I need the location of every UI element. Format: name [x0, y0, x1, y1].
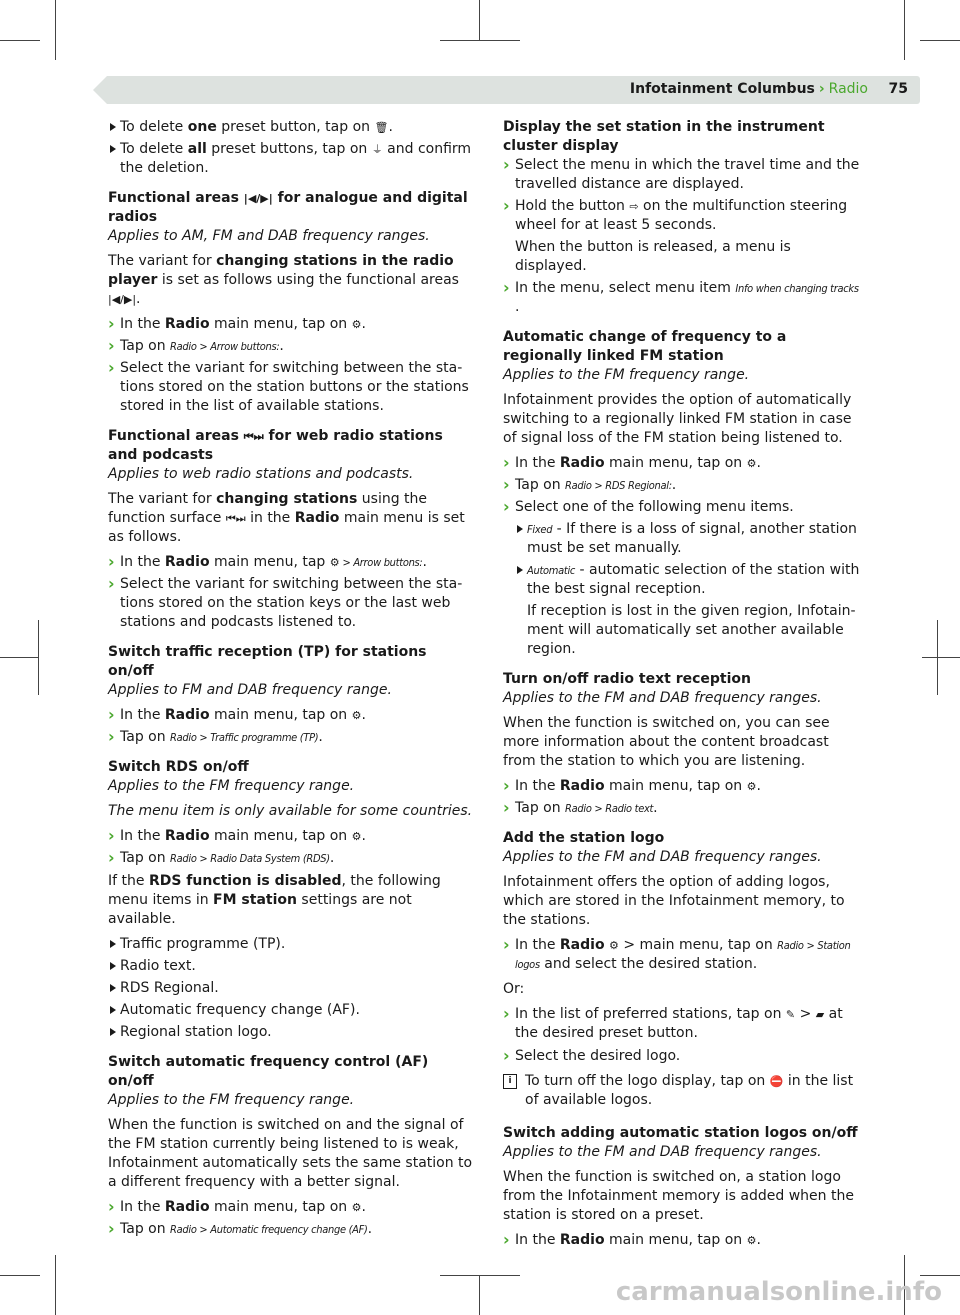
paragraph: The variant for changing stations using the function surface ⏮⏭ in the Radio main menu is set as follows. — [108, 491, 465, 545]
step: › Select the variant for switching between the stations stored on the station buttons or the stations stored in the list of available stations. — [108, 359, 474, 416]
crop-mark — [55, 0, 56, 60]
applies-to: Applies to the FM and DAB frequency ranges. — [503, 849, 822, 865]
crop-mark — [920, 1275, 960, 1276]
step: › Tap on Radio > Radio text. — [503, 799, 865, 818]
crop-mark — [38, 620, 39, 695]
page-header — [107, 76, 920, 104]
page-number: 75 — [888, 81, 908, 97]
step: › Select the desired logo. — [503, 1047, 865, 1066]
crop-mark — [479, 0, 480, 40]
step: › Hold the button ⇨ on the multifunction steering wheel for at least 5 seconds. — [503, 197, 865, 235]
list-item: Radio text. — [108, 957, 474, 976]
crop-mark — [922, 657, 960, 658]
paragraph: When the function is switched on, a station logo from the Infotainment memory is added when the station is stored on a preset. — [503, 1169, 854, 1223]
right-column — [503, 118, 865, 1253]
section-heading: Switch adding automatic station logos on/off — [503, 1125, 858, 1141]
crop-mark — [0, 1275, 40, 1276]
list-item: Fixed - If there is a loss of signal, another station must be set manually. — [515, 520, 865, 558]
step: › In the Radio ⚙ > main menu, tap on Radio > Station logos and select the desired station. — [503, 936, 865, 974]
step: › In the Radio main menu, tap on ⚙. — [108, 827, 474, 846]
paragraph: Infotainment offers the option of adding logos, which are stored in the Infotainment memory, to the stations. — [503, 874, 845, 928]
list-item: Automatic frequency change (AF). — [108, 1001, 474, 1020]
logo-off-icon: ⛔ — [769, 1075, 784, 1088]
gear-icon: ⚙ — [746, 780, 757, 793]
list-item: Regional station logo. — [108, 1023, 474, 1042]
crop-mark — [479, 1275, 480, 1315]
applies-to: Applies to the FM frequency range. — [108, 778, 355, 794]
step: › In the Radio main menu, tap on ⚙. — [108, 706, 474, 725]
pencil-icon: ✎ — [785, 1008, 796, 1021]
paragraph: When the function is switched on, you can see more information about the content broadcast from the station to which you are listening. — [503, 715, 830, 769]
step: › In the Radio main menu, tap on ⚙. — [503, 777, 865, 796]
camera-icon: ▰ — [815, 1008, 825, 1021]
step-note: When the button is released, a menu is displayed. — [515, 239, 791, 274]
step: › Tap on Radio > Arrow buttons:. — [108, 337, 474, 356]
info-icon: i — [503, 1074, 517, 1089]
left-column — [108, 118, 474, 1242]
list-item: Traffic programme (TP). — [108, 935, 474, 954]
crop-mark — [55, 1255, 56, 1315]
step: › In the Radio main menu, tap on ⚙. — [503, 454, 865, 473]
step: › Select the variant for switching between the stations stored on the station keys or the last web stations and podcasts listened to. — [108, 575, 474, 632]
applies-to: Applies to web radio stations and podcasts. — [108, 466, 414, 482]
applies-to: Applies to FM and DAB frequency range. — [108, 682, 392, 698]
section-heading: Add the station logo — [503, 830, 665, 846]
paragraph: Or: — [503, 981, 525, 997]
applies-to: Applies to the FM frequency range. — [503, 367, 750, 383]
prev-next-icon: |◀/▶| — [243, 192, 273, 205]
paragraph: If the RDS function is disabled, the following menu items in FM station settings are not available. — [108, 873, 441, 927]
section-heading: Switch traffic reception (TP) for stations on/off — [108, 644, 427, 679]
section-title: Radio — [828, 81, 868, 97]
gear-icon: ⚙ — [351, 830, 362, 843]
note: The menu item is only available for some countries. — [108, 803, 473, 819]
list-item: To delete one preset button, tap on 🗑. — [108, 118, 474, 137]
paragraph: The variant for changing stations in the radio player is set as follows using the functional areas |◀/▶|. — [108, 253, 459, 307]
prev-next-icon: |◀/▶| — [108, 293, 137, 306]
section-heading: Functional areas |◀/▶| for analogue and digital radios — [108, 190, 468, 225]
gear-icon: ⚙ — [746, 1234, 757, 1247]
skip-icon: ⏮⏭ — [243, 430, 264, 443]
step: › In the Radio main menu, tap ⚙ > Arrow buttons:. — [108, 553, 474, 572]
section-heading: Switch RDS on/off — [108, 759, 249, 775]
step: › Tap on Radio > Automatic frequency change (AF). — [108, 1220, 474, 1239]
gear-icon: ⚙ — [351, 1201, 362, 1214]
applies-to: Applies to the FM and DAB frequency ranges. — [503, 690, 822, 706]
applies-to: Applies to the FM and DAB frequency ranges. — [503, 1144, 822, 1160]
info-note: i To turn off the logo display, tap on ⛔ in the list of available logos. — [503, 1072, 865, 1110]
steering-wheel-button-icon: ⇨ — [629, 200, 639, 213]
list-item: To delete all preset buttons, tap on ⏚ and confirm the deletion. — [108, 140, 474, 178]
gear-icon: ⚙ — [329, 556, 340, 569]
step-note: If reception is lost in the given region, Infotainment will automatically set another available region. — [527, 603, 856, 657]
gear-icon: ⚙ — [351, 709, 362, 722]
step: › In the menu, select menu item Info when changing tracks . — [503, 279, 865, 317]
breadcrumb-separator: › — [818, 81, 825, 97]
paragraph: When the function is switched on and the signal of the FM station currently being listened to is weak, Infotainment automatically sets the same station to a different frequency with a better signal. — [108, 1117, 473, 1190]
step: › In the Radio main menu, tap on ⚙. — [108, 1198, 474, 1217]
section-heading: Automatic change of frequency to a regionally linked FM station — [503, 329, 787, 364]
crop-mark — [440, 40, 520, 41]
step: › Select one of the following menu items. — [503, 498, 865, 517]
crop-mark — [920, 40, 960, 41]
applies-to: Applies to AM, FM and DAB frequency ranges. — [108, 228, 430, 244]
crop-mark — [904, 0, 905, 60]
step: › Tap on Radio > RDS Regional:. — [503, 476, 865, 495]
crop-mark — [440, 1275, 520, 1276]
step: › In the Radio main menu, tap on ⚙. — [108, 315, 474, 334]
list-item: Automatic - automatic selection of the station with the best signal reception. — [515, 561, 865, 599]
gear-icon: ⚙ — [609, 939, 619, 952]
section-heading: Switch automatic frequency control (AF) on/off — [108, 1054, 429, 1089]
step: › Tap on Radio > Radio Data System (RDS). — [108, 849, 474, 868]
paragraph: Infotainment provides the option of automatically switching to a regionally linked FM station in case of signal loss of the FM station being listened to. — [503, 392, 852, 446]
list-item: RDS Regional. — [108, 979, 474, 998]
section-heading: Turn on/off radio text reception — [503, 671, 751, 687]
gear-icon: ⚙ — [351, 318, 362, 331]
trash-icon: 🗑 — [374, 121, 389, 134]
pin-icon: ⏚ — [371, 143, 383, 156]
skip-icon: ⏮⏭ — [225, 512, 246, 525]
crop-mark — [0, 40, 40, 41]
breadcrumb — [630, 81, 868, 97]
step: › Select the menu in which the travel time and the travelled distance are displayed. — [503, 156, 865, 194]
watermark: carmanualsonline.info — [615, 1277, 942, 1307]
step: › In the Radio main menu, tap on ⚙. — [503, 1231, 865, 1250]
crop-mark — [0, 657, 38, 658]
applies-to: Applies to the FM frequency range. — [108, 1092, 355, 1108]
step: › In the list of preferred stations, tap on ✎ > ▰ at the desired preset button. — [503, 1005, 865, 1043]
step: › Tap on Radio > Traffic programme (TP). — [108, 728, 474, 747]
gear-icon: ⚙ — [746, 457, 757, 470]
section-heading: Display the set station in the instrument cluster display — [503, 119, 825, 154]
section-heading: Functional areas ⏮⏭ for web radio stations and podcasts — [108, 428, 443, 463]
chapter-title: Infotainment Columbus — [629, 81, 815, 97]
